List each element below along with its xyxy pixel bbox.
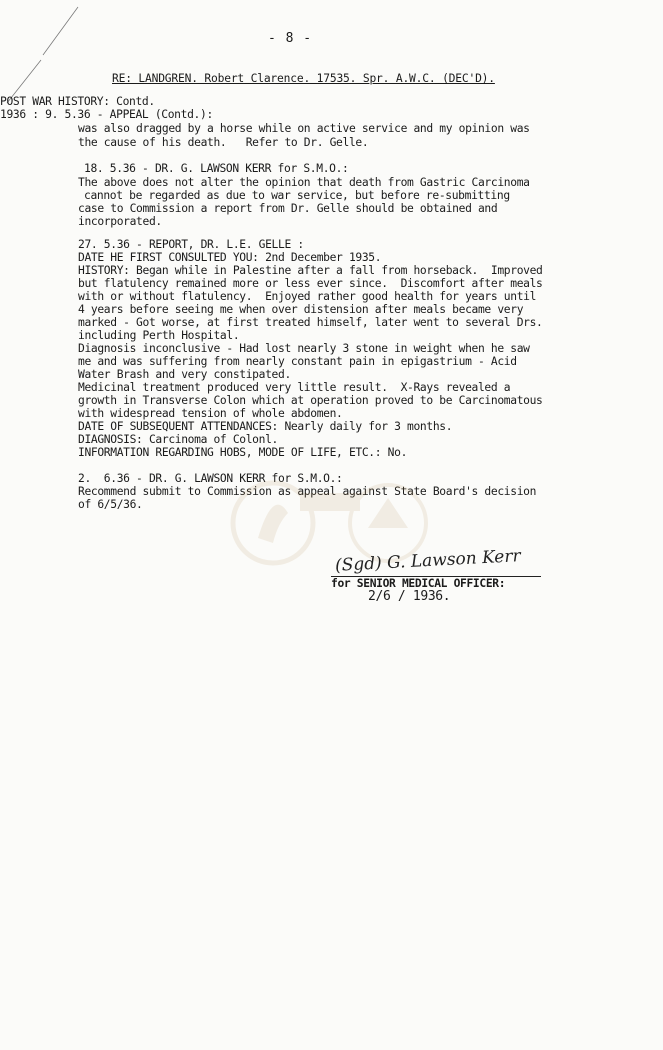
text-line: 2. 6.36 - DR. G. LAWSON KERR for S.M.O.:: [78, 472, 343, 485]
text-line: DIAGNOSIS: Carcinoma of Colonl.: [78, 433, 278, 446]
text-line: case to Commission a report from Dr. Gelle should be obtained and: [78, 202, 498, 215]
text-line: was also dragged by a horse while on active service and my opinion was: [78, 122, 530, 135]
text-line: POST WAR HISTORY: Contd.: [0, 95, 155, 108]
text-line: The above does not alter the opinion that death from Gastric Carcinoma: [78, 176, 530, 189]
text-line: INFORMATION REGARDING HOBS, MODE OF LIFE, ETC.: No.: [78, 446, 408, 459]
signature-date: 2/6 / 1936.: [368, 589, 451, 604]
text-line: with widespread tension of whole abdomen.: [78, 407, 343, 420]
text-line: 1936 : 9. 5.36 - APPEAL (Contd.):: [0, 108, 213, 121]
signatory-title: for SENIOR MEDICAL OFFICER:: [331, 577, 506, 590]
text-line: but flatulency remained more or less ever since. Discomfort after meals: [78, 277, 543, 290]
text-line: of 6/5/36.: [78, 498, 143, 511]
text-line: cannot be regarded as due to war service, but before re-submitting: [84, 189, 510, 202]
page-number: - 8 -: [268, 31, 313, 46]
text-line: with or without flatulency. Enjoyed rather good health for years until: [78, 290, 537, 303]
text-line: incorporated.: [78, 215, 162, 228]
text-line: the cause of his death. Refer to Dr. Gelle.: [78, 136, 369, 149]
text-line: 27. 5.36 - REPORT, DR. L.E. GELLE :: [78, 238, 304, 251]
text-line: Diagnosis inconclusive - Had lost nearly 3 stone in weight when he saw: [78, 342, 530, 355]
text-line: Water Brash and very constipated.: [78, 368, 291, 381]
text-line: including Perth Hospital.: [78, 329, 240, 342]
handwritten-signature: (Sgd) G. Lawson Kerr: [334, 546, 522, 576]
text-line: HISTORY: Began while in Palestine after a fall from horseback. Improved: [78, 264, 543, 277]
text-line: 4 years before seeing me when over distension after meals became very: [78, 303, 524, 316]
margin-pencil-mark: [3, 5, 83, 105]
text-line: 18. 5.36 - DR. G. LAWSON KERR for S.M.O.:: [84, 162, 349, 175]
text-line: marked - Got worse, at first treated himself, later went to several Drs.: [78, 316, 543, 329]
text-line: me and was suffering from nearly constant pain in epigastrium - Acid: [78, 355, 517, 368]
text-line: Medicinal treatment produced very little result. X-Rays revealed a: [78, 381, 511, 394]
text-line: growth in Transverse Colon which at operation proved to be Carcinomatous: [78, 394, 543, 407]
text-line: Recommend submit to Commission as appeal against State Board's decision: [78, 485, 537, 498]
text-line: DATE HE FIRST CONSULTED YOU: 2nd December 1935.: [78, 251, 382, 264]
text-line: DATE OF SUBSEQUENT ATTENDANCES: Nearly daily for 3 months.: [78, 420, 453, 433]
subject-line: RE: LANDGREN. Robert Clarence. 17535. Spr. A.W.C. (DEC'D).: [112, 72, 495, 85]
